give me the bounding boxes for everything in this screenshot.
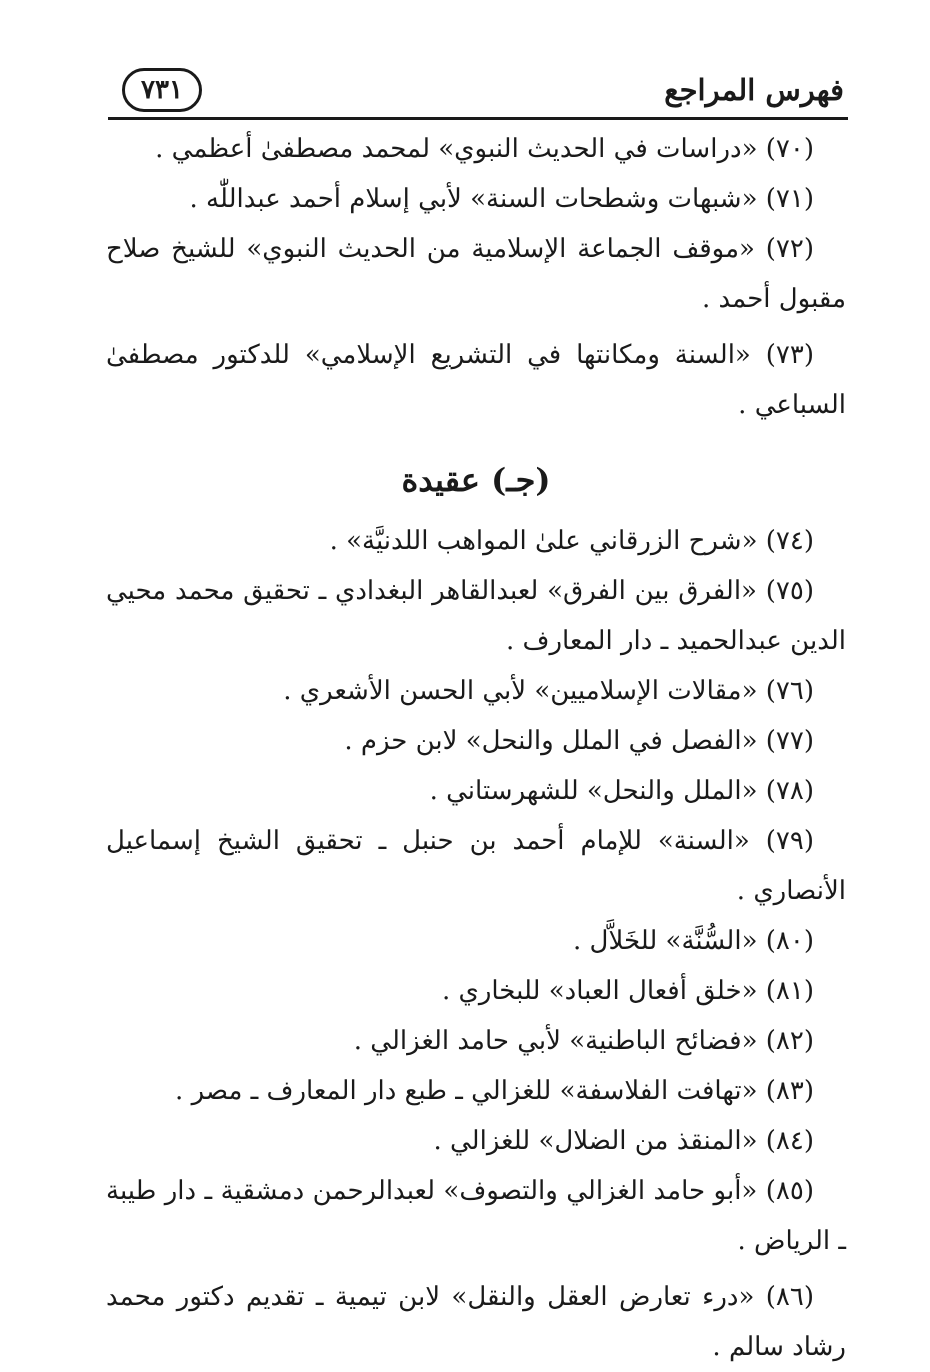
reference-entry-85	[106, 1166, 846, 1266]
reference-entry-76	[106, 666, 846, 716]
reference-number: (٧٥)	[765, 576, 814, 606]
reference-entry-80	[106, 916, 846, 966]
reference-text: «شبهات وشطحات السنة» لأبي إسلام أحمد عبداللّٰه .	[189, 184, 758, 214]
reference-text: «المنقذ من الضلال» للغزالي .	[433, 1126, 758, 1156]
reference-number: (٨٣)	[765, 1076, 814, 1106]
reference-number: (٧٩)	[765, 826, 814, 856]
reference-number: (٧٦)	[765, 676, 814, 706]
reference-entry-72	[106, 224, 846, 324]
reference-entry-81	[106, 966, 846, 1016]
reference-number: (٨٦)	[765, 1282, 815, 1312]
reference-number: (٨١)	[765, 976, 814, 1006]
reference-text: «السنة» للإمام أحمد بن حنبل ـ تحقيق الشيخ إسماعيل الأنصاري .	[106, 826, 846, 906]
reference-text: «شرح الزرقاني علىٰ المواهب اللدنيَّة» .	[329, 526, 758, 556]
reference-number: (٧٢)	[765, 234, 814, 264]
reference-entry-75	[106, 566, 846, 666]
reference-number: (٨٥)	[765, 1176, 815, 1206]
reference-entry-84	[106, 1116, 846, 1166]
reference-entry-70	[106, 124, 846, 174]
reference-number: (٧٨)	[765, 776, 814, 806]
reference-text: «السُّنَّة» للخَلاَّل .	[573, 926, 758, 956]
reference-number: (٨٠)	[765, 926, 814, 956]
reference-text: «تهافت الفلاسفة» للغزالي ـ طبع دار المعارف ـ مصر .	[175, 1076, 758, 1106]
reference-entry-78	[106, 766, 846, 816]
reference-number: (٧٤)	[765, 526, 814, 556]
reference-number: (٨٢)	[765, 1026, 814, 1056]
reference-text: «الفرق بين الفرق» لعبدالقاهر البغدادي ـ تحقيق محمد محيي الدين عبدالحميد ـ دار المعارف .	[106, 576, 846, 656]
reference-text: «أبو حامد الغزالي والتصوف» لعبدالرحمن دمشقية ـ دار طيبة ـ الرياض .	[106, 1176, 846, 1256]
reference-text: «دراسات في الحديث النبوي» لمحمد مصطفىٰ أعظمي .	[155, 134, 758, 164]
reference-number: (٧٧)	[765, 726, 814, 756]
section-heading: (جـ) عقيدة	[401, 461, 551, 499]
reference-entry-77	[106, 716, 846, 766]
reference-text: «موقف الجماعة الإسلامية من الحديث النبوي» للشيخ صلاح مقبول أحمد .	[106, 234, 846, 314]
reference-number: (٧١)	[765, 184, 814, 214]
reference-entry-71	[106, 174, 846, 224]
page-header	[108, 62, 848, 118]
reference-text: «السنة ومكانتها في التشريع الإسلامي» للدكتور مصطفىٰ السباعي .	[106, 340, 846, 420]
reference-text: «الملل والنحل» للشهرستاني .	[429, 776, 758, 806]
reference-text: «الفصل في الملل والنحل» لابن حزم .	[344, 726, 758, 756]
reference-text: «درء تعارض العقل والنقل» لابن تيمية ـ تقديم دكتور محمد رشاد سالم .	[106, 1282, 846, 1362]
reference-entry-73	[106, 330, 846, 430]
reference-number: (٧٣)	[765, 340, 815, 370]
reference-number: (٧٠)	[765, 134, 814, 164]
reference-entry-82	[106, 1016, 846, 1066]
running-title: فهرس المراجع	[664, 73, 844, 107]
reference-text: «فضائح الباطنية» لأبي حامد الغزالي .	[353, 1026, 758, 1056]
references-list	[106, 124, 846, 1372]
reference-entry-74	[106, 516, 846, 566]
reference-text: «خلق أفعال العباد» للبخاري .	[441, 976, 758, 1006]
header-divider	[108, 117, 848, 120]
reference-entry-83	[106, 1066, 846, 1116]
reference-text: «مقالات الإسلاميين» لأبي الحسن الأشعري .	[283, 676, 758, 706]
reference-entry-86	[106, 1272, 846, 1372]
reference-entry-79	[106, 816, 846, 916]
page-number-badge: ٧٣١	[122, 68, 202, 112]
reference-number: (٨٤)	[765, 1126, 814, 1156]
